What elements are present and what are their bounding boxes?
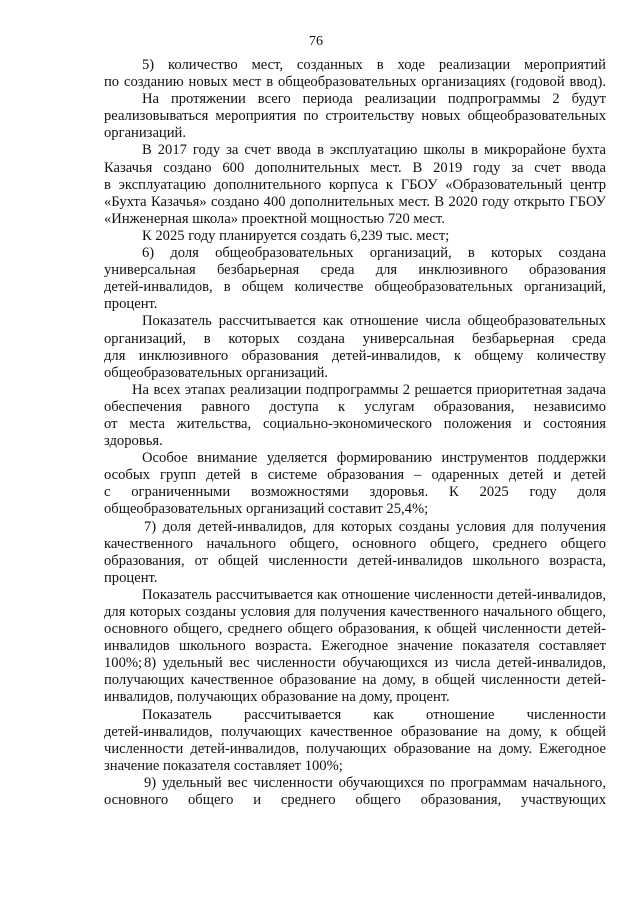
text-line: 9) удельный вес численности обучающихся по программам начального, (144, 774, 606, 791)
text-line: для инклюзивного образования детей-инвалидов, к общему количеству (104, 347, 606, 364)
text-line: образования, от общей численности детей-инвалидов школьного возраста, (104, 552, 606, 569)
text-line: здоровья. (104, 433, 163, 450)
text-line: основного общего, среднего общего образования, к общей численности детей- (104, 621, 606, 638)
document-body (104, 57, 606, 809)
text-line: общеобразовательных организаций. (104, 364, 329, 381)
text-line: Показатель рассчитывается как отношение численности (142, 706, 606, 723)
text-line: детей-инвалидов, в общем количестве общеобразовательных организаций, (104, 279, 606, 296)
page-number: 76 (309, 34, 323, 49)
text-line: Казачья создано 600 дополнительных мест. В 2019 году за счет ввода (104, 159, 606, 176)
text-line: инвалидов, получающих образование на дому, процент. (104, 689, 450, 706)
text-line: по созданию новых мест в общеобразовательных организациях (годовой ввод). (104, 74, 606, 91)
text-line: инвалидов школьного возраста. Ежегодное значение показателя составляет 100%; (104, 638, 606, 672)
text-line: 7) доля детей-инвалидов, для которых созданы условия для получения (144, 518, 606, 535)
text-line: К 2025 году планируется создать 6,239 тыс. мест; (142, 227, 450, 244)
text-line: 5) количество мест, созданных в ходе реализации мероприятий (142, 57, 606, 73)
text-line: численности детей-инвалидов, получающих образование на дому. Ежегодное (104, 740, 606, 757)
text-line: детей-инвалидов, получающих качественное образование на дому, к общей (104, 723, 606, 740)
text-line: в эксплуатацию дополнительного корпуса к ГБОУ «Образовательный центр (104, 176, 606, 193)
text-line: Показатель рассчитывается как отношение численности детей-инвалидов, (142, 586, 606, 603)
text-line: организаций. (104, 125, 186, 142)
text-line: значение показателя составляет 100%; (104, 757, 343, 774)
text-line: организаций, в которых создана универсальная безбарьерная среда (104, 330, 606, 347)
text-line: универсальная безбарьерная среда для инклюзивного образования (104, 262, 606, 279)
text-line: 8) удельный вес численности обучающихся из числа детей-инвалидов, (144, 655, 606, 672)
text-line: Особое внимание уделяется формированию инструментов поддержки (142, 450, 606, 467)
text-line: «Инженерная школа» проектной мощностью 720 мест. (104, 210, 445, 227)
text-line: от места жительства, социально-экономического положения и состояния (104, 415, 606, 432)
text-line: качественного начального общего, основного общего, среднего общего (104, 535, 606, 552)
text-line: На протяжении всего периода реализации подпрограммы 2 будут (142, 91, 606, 108)
text-line: получающих качественное образование на дому, в общей численности детей- (104, 672, 606, 689)
text-line: 6) доля общеобразовательных организаций, в которых создана (142, 245, 606, 262)
text-line: В 2017 году за счет ввода в эксплуатацию школы в микрорайоне бухта (142, 142, 606, 159)
text-line: общеобразовательных организаций составит 25,4%; (104, 501, 429, 518)
text-line: для которых созданы условия для получения качественного начального общего, (104, 604, 606, 620)
text-line: Показатель рассчитывается как отношение числа общеобразовательных (142, 313, 606, 330)
text-line: реализовываться мероприятия по строительству новых общеобразовательных (104, 108, 606, 125)
text-line: особых групп детей в системе образования – одаренных детей и детей (104, 467, 606, 484)
text-line: с ограниченными возможностями здоровья. К 2025 году доля (104, 484, 606, 501)
text-line: На всех этапах реализации подпрограммы 2 решается приоритетная задача (132, 381, 606, 398)
text-line: обеспечения равного доступа к услугам образования, независимо (104, 398, 606, 415)
text-line: «Бухта Казачья» создано 400 дополнительных мест. В 2020 году открыто ГБОУ (104, 193, 606, 210)
text-line: процент. (104, 296, 158, 313)
text-line: процент. (104, 569, 158, 586)
text-line: основного общего и среднего общего образования, участвующих (104, 792, 606, 809)
